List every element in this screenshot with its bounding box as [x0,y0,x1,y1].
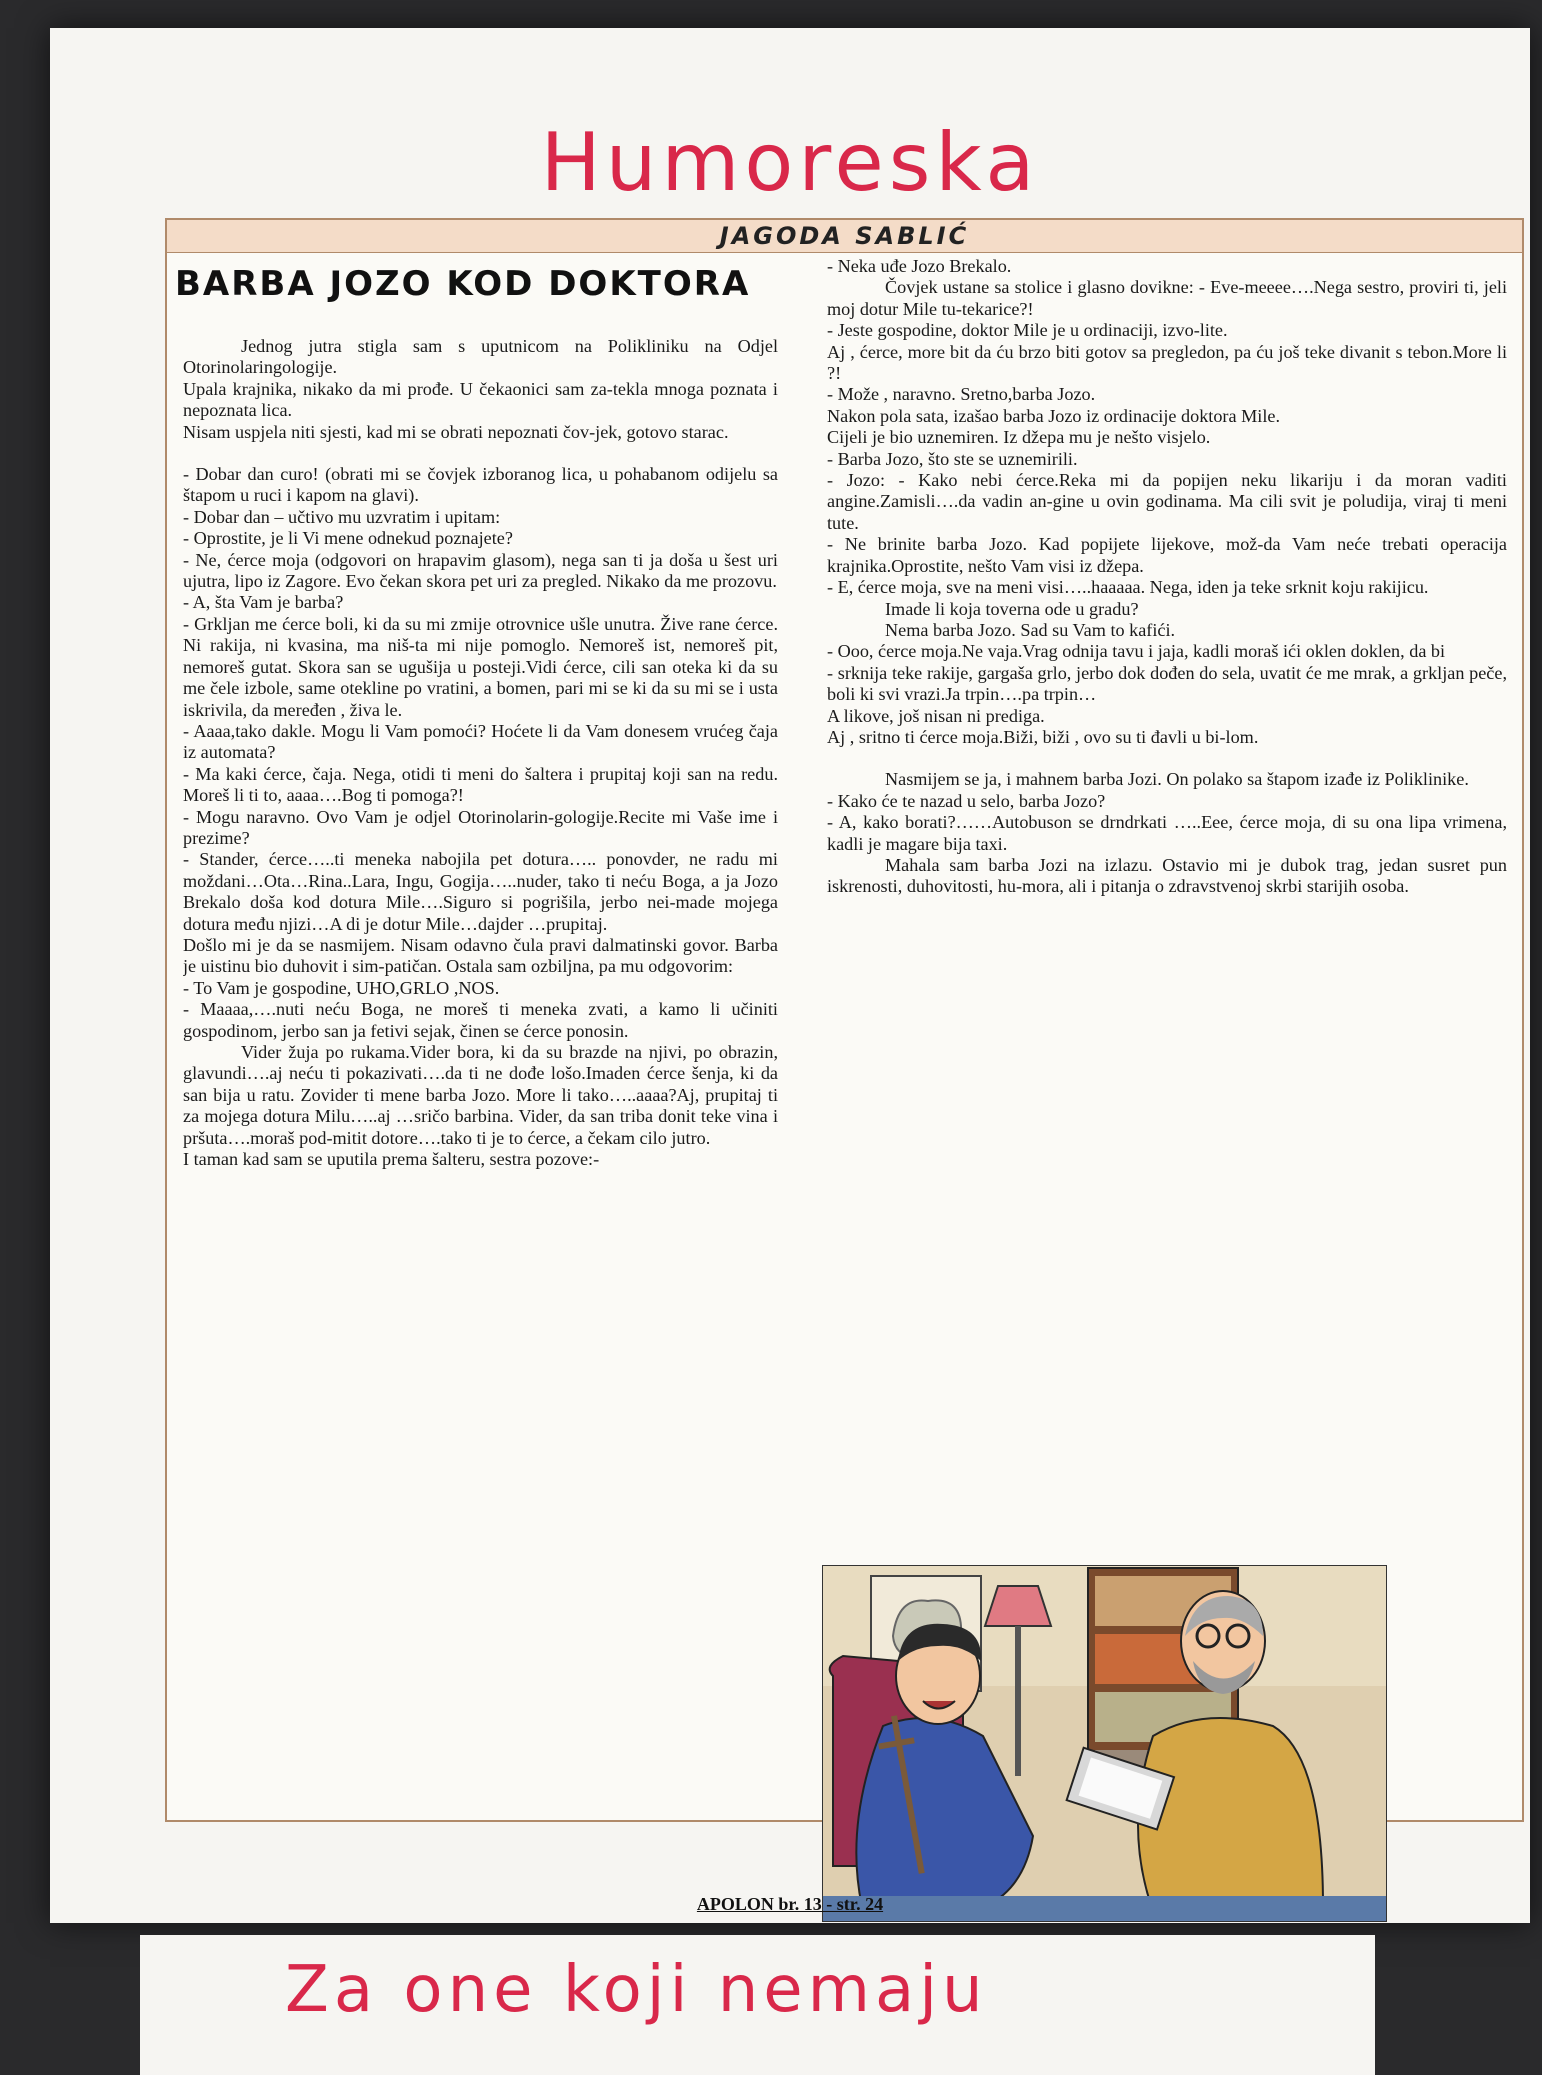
paragraph: Upala krajnika, nikako da mi prođe. U čekaonici sam za-tekla mnoga poznata i nepoznata lica. [183,378,778,421]
paragraph: - Neka uđe Jozo Brekalo. [827,256,1012,276]
paragraph: Mahala sam barba Jozi na izlazu. Ostavio mi je dubok trag, jedan susret pun iskrenosti, duhovitosti, hu-mora, ali i pitanja o zdravstvenoj skrbi starijih osoba. [827,854,1507,897]
paragraph: Aj , sritno ti ćerce moja.Biži, biži , ovo su ti đavli u bi-lom. [827,726,1259,747]
paragraph: - Jozo: - Kako nebi ćerce.Reka mi da popijen neku likariju i da moran vaditi angine.Zamisli….da vadin an-gine u ovin godinama. Ma cili svit je poludija, viraj ti meni tute. [827,470,1507,533]
paragraph: Došlo mi je da se nasmijem. Nisam odavno čula pravi dalmatinski govor. Barba je uistinu bio duhovit i sim-patičan. Ostala sam ozbiljna, pa mu odgovorim: [183,934,778,977]
paragraph: I taman kad sam se uputila prema šalteru, sestra pozove:- [183,1149,600,1170]
paragraph: - srknija teke rakije, gargaša grlo, jerbo dok dođen do sela, uvatit će me mrak, a grkljan peče, boli ki svi vrazi.Ja trpin….pa trpin… [827,662,1507,705]
magazine-page [50,28,1530,1923]
paragraph: - Oprostite, je li Vi mene odnekud poznajete? [183,528,513,549]
paragraph: Nakon pola sata, izašao barba Jozo iz ordinacije doktora Mile. [827,405,1281,426]
paragraph: - A, šta Vam je barba? [183,592,344,613]
paragraph: Aj , ćerce, more bit da ću brzo biti gotov sa pregledon, pa ću još teke divanit s tebon.More li ?! [827,341,1507,384]
paragraph: Nasmijem se ja, i mahnem barba Jozi. On polako sa štapom izađe iz Poliklinike. [885,769,1469,790]
next-page [140,1935,1375,2075]
page-footer: APOLON br. 13 - str. 24 [696,1894,884,1914]
author-name: JAGODA SABLIĆ [167,220,1522,253]
paragraph: - Ne, ćerce moja (odgovori on hrapavim glasom), nega san ti ja doša u šest uri ujutra, lipo iz Zagore. Evo čekan skora pet uri za pregled. Nikako da me prozovu. [183,549,778,592]
article-frame [165,218,1524,1822]
paragraph: - Dobar dan – učtivo mu uzvratim i upitam: [183,506,501,527]
article-title: BARBA JOZO KOD DOKTORA [175,264,751,304]
paragraph: - Ma kaki ćerce, čaja. Nega, otidi ti meni do šaltera i prupitaj koji san na redu. Moreš li ti to, aaaa….Bog ti pomoga?! [183,763,778,806]
paragraph: - Dobar dan curo! (obrati mi se čovjek izboranog lica, u pohabanom odijelu sa štapom u ruci i kapom na glavi). [183,464,778,506]
left-column [183,336,778,1796]
paragraph: - Kako će te nazad u selo, barba Jozo? [827,790,1106,811]
paragraph: Nisam uspjela niti sjesti, kad mi se obrati nepoznati čov-jek, gotovo starac. [183,421,729,442]
paragraph: - Barba Jozo, što ste se uznemirili. [827,448,1078,469]
paragraph: - To Vam je gospodine, UHO,GRLO ,NOS. [183,977,500,998]
paragraph: - Maaaa,….nuti neću Boga, ne moreš ti meneka zvati, a kamo li učiniti gospodinom, jerbo san ja fetivi sejak, činen se ćerce ponosin. [183,999,778,1041]
paragraph: Cijeli je bio uznemiren. Iz džepa mu je nešto visjelo. [827,427,1211,448]
paragraph: Čovjek ustane sa stolice i glasno dovikne: - Eve-meeee….Nega sestro, proviri ti, jeli moj dotur Mile tu-tekarice?! [827,277,1507,319]
paragraph: - Stander, ćerce…..ti meneka nabojila pet dotura….. ponovder, ne radu mi moždani…Ota…Rina..Lara, Ingu, Gogija…..nuder, tako ti neću Boga, a ja Jozo Brekalo doša kod dotura Mile….Siguro si pogrišila, jerbo nei-made mojega dotura među njizi…A di je dotur Mile…dajder …prupitaj. [183,849,778,934]
paragraph: - Može , naravno. Sretno,barba Jozo. [827,384,1096,405]
paragraph: - Ooo, ćerce moja.Ne vaja.Vrag odnija tavu i jaja, kadli moraš ići oklen doklen, da bi [827,641,1446,662]
paragraph: A likove, još nisan ni prediga. [827,705,1045,726]
paragraph: - Mogu naravno. Ovo Vam je odjel Otorinolarin-gologije.Recite mi Vaše ime i prezime? [183,806,778,848]
paragraph: Imade li koja toverna ode u gradu? [885,598,1139,619]
paragraph: Vider žuja po rukama.Vider bora, ki da su brazde na njivi, po obrazin, glavundi….aj neću ti pokazivati….da ti ne dođe lošo.Imaden ćerce šenja, ki da san bija u ratu. Zovider ti mene barba Jozo. More li tako…..aaaa?Aj, prupitaj ti za mojega dotura Milu…..aj …sričo barbina. Vider, da san triba donit teke vina i pršuta….moraš pod-mitit dotore….tako ti je to ćerce, a čekam cilo jutro. [183,1042,778,1148]
paragraph: Nema barba Jozo. Sad su Vam to kafići. [885,619,1176,640]
paragraph: - E, ćerce moja, sve na meni visi…..haaaaa. Nega, iden ja teke srknit koju rakijicu. [827,577,1429,598]
paragraph: Jednog jutra stigla sam s uputnicom na Polikliniku na Odjel Otorinolaringologije. [183,336,778,378]
paragraph: - Aaaa,tako dakle. Mogu li Vam pomoći? Hoćete li da Vam donesem vrućeg čaja iz automata? [183,720,778,763]
next-page-title: Za one koji nemaju [285,1953,988,2027]
paragraph: - A, kako borati?……Autobuson se drndrkati …..Eee, ćerce moja, di su ona lipa vrimena, kadli je magare bija taxi. [827,812,1507,854]
paragraph: - Ne brinite barba Jozo. Kad popijete lijekove, mož-da Vam neće trebati operacija krajnika.Oprostite, nešto Vam visi iz džepa. [827,534,1507,576]
cartoon-illustration [822,1565,1387,1922]
doctor-patient-cartoon [823,1566,1386,1921]
paragraph: - Grkljan me ćerce boli, ki da su mi zmije otrovnice ušle unutra. Žive rane ćerce. Ni rakija, ni kvasina, ma niš-ta mi nije pomoglo. Nemoreš ist, nemoreš pit, nemoreš gutat. Skora san se ugušija u posteji.Vidi ćerce, cili san oteka ki da su me čele izbole, same otekline po vratini, a bomen, pari mi se ki da su mi se i usta iskrivila, da meređen , živa le. [183,613,778,720]
right-column [827,256,1507,1536]
paragraph: - Jeste gospodine, doktor Mile je u ordinaciji, izvo-lite. [827,320,1228,341]
section-title: Humoreska [540,116,1040,209]
